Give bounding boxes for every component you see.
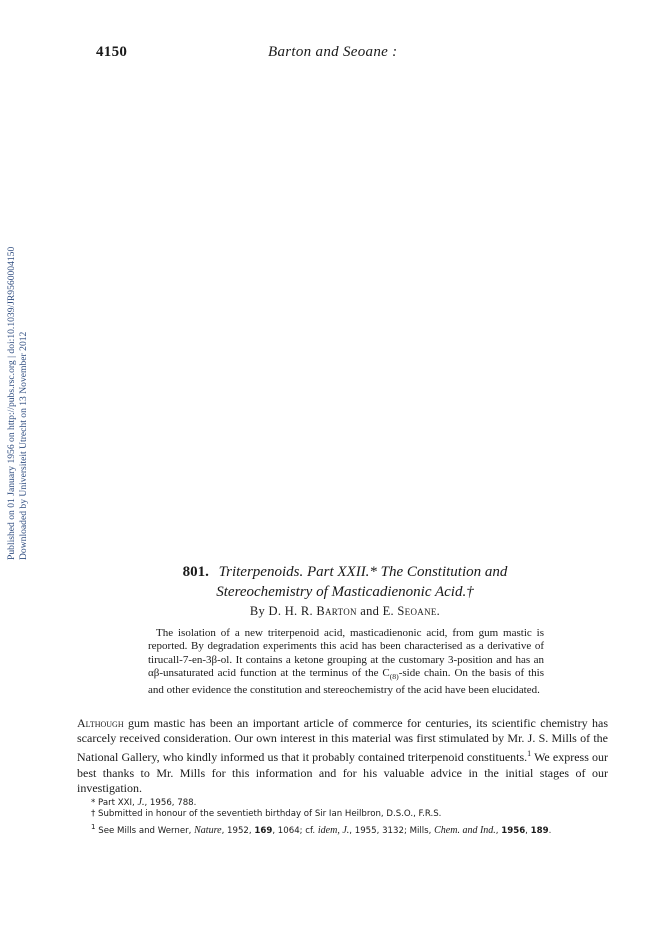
page-number: 4150 xyxy=(96,44,128,60)
fn3-year: 1956 xyxy=(501,825,526,836)
fn3-nature: Nature xyxy=(194,824,222,836)
margin-doi-note[interactable]: Published on 01 January 1956 on http://pubs.rsc.org | doi:10.1039/JR9560004150 xyxy=(6,246,17,560)
fn3-e: , xyxy=(495,825,502,836)
author-2: Seoane. xyxy=(397,604,441,618)
fn1-pre: * Part XXI, xyxy=(91,798,138,808)
margin-download-note: Downloaded by Universiteit Utrecht on 13 November 2012 xyxy=(18,331,29,560)
running-head: Barton and Seoane : xyxy=(268,44,398,60)
fn3-a: See Mills and Werner, xyxy=(95,825,195,836)
fn1-journal: J. xyxy=(137,797,145,808)
body-paragraph xyxy=(77,716,608,796)
article-number: 801. xyxy=(182,564,209,580)
fn3-idem: idem, J. xyxy=(317,824,350,836)
fn3-f: , xyxy=(525,825,531,836)
fn3-vol2: 189 xyxy=(530,825,549,836)
body-lead-word: Although xyxy=(77,716,124,730)
fn3-c: , 1064; cf. xyxy=(272,825,318,836)
authors xyxy=(110,604,580,619)
author-1: Barton xyxy=(316,604,357,618)
fn1-post: , 1956, 788. xyxy=(144,798,197,808)
footnote-2: † Submitted in honour of the seventieth birthday of Sir Ian Heilbron, D.S.O., F.R.S. xyxy=(91,809,442,820)
footnotes xyxy=(77,797,608,837)
abstract-part-2: -side chain. On the basis of this and other evidence the constitution and stereochemistry of the acid have been elucidated. xyxy=(148,667,544,696)
body-part-2: We express our best thanks to Mr. Mills for this information and for his valuable advice in the initial stages of our investigation. xyxy=(77,750,608,795)
title-line-1: Triterpenoids. Part XXII.* The Constitution and xyxy=(218,564,508,580)
fn3-chem: Chem. and Ind. xyxy=(434,824,496,836)
footnote-1 xyxy=(77,797,608,809)
title-line-2: Stereochemistry of Masticadienonic Acid.† xyxy=(216,584,474,600)
authors-prefix: By D. H. R. xyxy=(249,604,313,618)
abstract-part-1: The isolation of a new triterpenoid acid, masticadienonic acid, from gum mastic is reported. By degradation experiments this acid has been characterised as a derivative of tirucall-7-en-3β-ol. It contains a ketone grouping at the customary 3-position and has an αβ-unsaturated acid function at the terminus of the C xyxy=(148,627,544,680)
authors-and: and E. xyxy=(360,604,394,618)
article-title xyxy=(110,562,580,602)
body-ref-1: 1 xyxy=(527,749,532,759)
fn3-mark: 1 xyxy=(91,821,96,831)
fn3-g: . xyxy=(548,825,552,836)
body-part-1: gum mastic has been an important article of commerce for centuries, its scientific chemistry has scarcely received consideration. Our own interest in this material was first stimulated by Mr. J. S. Mills of the National Gallery, who kindly informed us that it probably contained triterpenoid constituents. xyxy=(77,716,608,765)
abstract-subscript: (8) xyxy=(389,672,399,682)
footnote-3 xyxy=(77,821,608,837)
fn3-vol1: 169 xyxy=(254,825,273,836)
fn3-d: , 1955, 3132; Mills, xyxy=(349,825,435,836)
fn3-b: , 1952, xyxy=(221,825,255,836)
abstract xyxy=(148,627,544,697)
